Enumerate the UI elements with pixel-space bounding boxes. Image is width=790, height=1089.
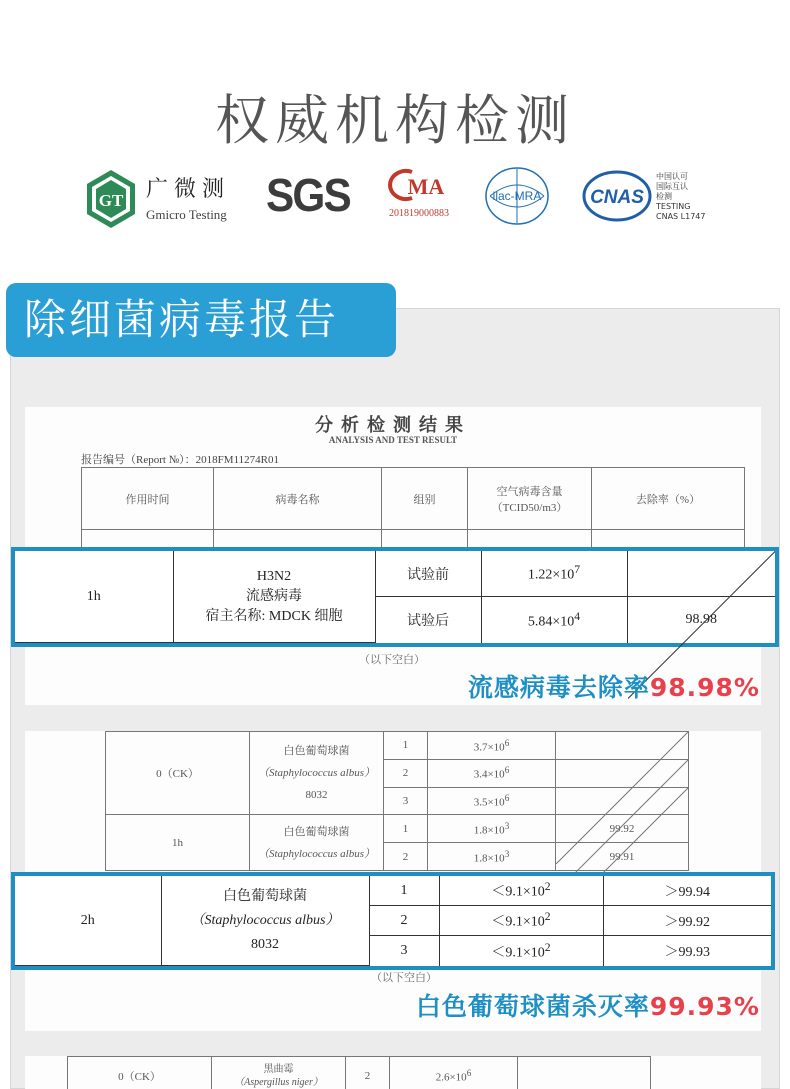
time-cell: 2h	[15, 876, 161, 966]
value-base: 3.4×10	[473, 769, 505, 782]
bacteria-cn: 白色葡萄球菌	[223, 888, 307, 904]
bacteria-cn: 白色葡萄球菌	[283, 745, 350, 758]
rate-cell: ＞99.93	[603, 936, 771, 966]
h1-time-cell: 1h	[106, 815, 250, 871]
cma-logo	[382, 168, 456, 219]
rate-cell-empty	[627, 551, 775, 597]
rate-cell-empty	[556, 787, 689, 815]
bacteria-kill-rate	[416, 987, 760, 1023]
blank-note: （以下空白）	[359, 654, 425, 666]
gmicro-en-name: Gmicro Testing	[146, 207, 227, 222]
value-cell	[439, 906, 603, 936]
value-exponent: 4	[574, 609, 581, 623]
rate-cell-empty	[556, 759, 689, 787]
table-header: 组别	[382, 468, 468, 530]
value-cell	[439, 936, 603, 966]
cnas-caption-line: TESTING	[656, 202, 691, 211]
value-cell	[439, 876, 603, 906]
rate-cell: ＞99.94	[603, 876, 771, 906]
rate-cell: 99.91	[556, 843, 689, 871]
replicate-cell: 3	[384, 787, 428, 815]
value-exponent: 6	[504, 793, 510, 804]
value-base: 3.5×10	[473, 796, 505, 809]
value-cell	[428, 759, 556, 787]
cnas-logo-icon	[582, 168, 652, 224]
value-base: ＜9.1×10	[491, 945, 545, 961]
fungus-cn: 黑曲霉	[263, 1064, 294, 1075]
rate-cell-empty	[556, 732, 689, 760]
value-base: 1.8×10	[473, 824, 505, 837]
bacteria-table-scan	[105, 731, 689, 871]
value-base: 5.84×10	[527, 614, 575, 630]
rate-cell: ＞99.92	[603, 906, 771, 936]
cnas-mark-text: CNAS	[590, 187, 644, 208]
value-exponent: 6	[466, 1068, 472, 1079]
virus-result-table	[15, 551, 775, 643]
ck-time-cell: 0（CK）	[106, 732, 250, 815]
ilac-mra-logo-icon	[484, 166, 550, 226]
value-base: 2.6×10	[435, 1071, 467, 1084]
replicate-cell: 2	[384, 843, 428, 871]
bacteria-name-cell	[250, 732, 384, 815]
value-exponent: 3	[504, 820, 510, 831]
value-cell	[428, 787, 556, 815]
value-exponent: 2	[544, 910, 551, 924]
value-exponent: 6	[504, 765, 510, 776]
value-cell	[390, 1057, 518, 1089]
value-base: ＜9.1×10	[491, 884, 545, 900]
report-subtitle: ANALYSIS AND TEST RESULT	[328, 435, 458, 445]
group-cell: 试验前	[375, 551, 481, 597]
cma-mark-text: MA	[407, 174, 445, 199]
fungus-name-cell	[212, 1057, 346, 1089]
table-header: 病毒名称	[214, 468, 382, 530]
group-cell: 试验后	[375, 597, 481, 643]
cnas-caption-line: 中国认可	[656, 172, 688, 181]
replicate-cell: 1	[369, 876, 439, 906]
value-cell	[428, 732, 556, 760]
replicate-cell: 2	[369, 906, 439, 936]
bacteria-result-highlight	[11, 872, 775, 970]
rate-label: 流感病毒去除率	[467, 673, 650, 702]
rate-value: 98.98%	[649, 673, 760, 702]
value-exponent: 3	[504, 848, 510, 859]
page-title: 权威机构检测	[215, 89, 575, 152]
bacteria-name-cell	[250, 815, 384, 871]
ilac-text: ilac-MRA	[492, 189, 542, 203]
table-header: 去除率（%）	[592, 468, 745, 530]
virus-name-cell	[173, 551, 375, 643]
value-cell	[428, 815, 556, 843]
virus-name-line: H3N2	[256, 568, 292, 584]
rate-label: 白色葡萄球菌杀灭率	[415, 992, 650, 1021]
rate-cell	[518, 1057, 651, 1089]
time-cell: 1h	[15, 551, 173, 643]
virus-result-highlight	[11, 547, 779, 647]
value-exponent: 7	[574, 563, 581, 577]
virus-removal-rate	[468, 668, 760, 704]
cnas-caption	[656, 172, 705, 222]
cnas-caption-line: 国际互认	[656, 182, 688, 191]
fungus-table-scan	[67, 1056, 651, 1089]
cnas-caption-line: CNAS L1747	[656, 212, 706, 221]
replicate-cell: 2	[346, 1057, 390, 1089]
gmicro-badge-text: GT	[98, 191, 124, 210]
value-cell	[481, 551, 627, 597]
fungus-latin: （Aspergillus niger）	[234, 1077, 323, 1088]
value-cell	[481, 597, 627, 643]
bacteria-result-table	[15, 876, 771, 966]
value-exponent: 2	[544, 880, 551, 894]
bacteria-strain: 8032	[305, 789, 328, 802]
replicate-cell: 3	[369, 936, 439, 966]
rate-value: 99.93%	[649, 992, 760, 1021]
replicate-cell: 1	[384, 732, 428, 760]
value-base: 3.7×10	[473, 741, 505, 754]
bacteria-name-cell	[161, 876, 369, 966]
cma-number: 201819000883	[389, 208, 449, 219]
bacteria-cn: 白色葡萄球菌	[283, 825, 350, 838]
sgs-logo: SGS	[266, 169, 350, 221]
ck-time-cell: 0（CK）	[68, 1057, 212, 1089]
gmicro-cn-name: 广微测	[146, 176, 231, 201]
table-header: 空气病毒含量（TCID50/m3）	[468, 468, 592, 530]
section-header: 除细菌病毒报告	[6, 283, 396, 357]
blank-note: （以下空白）	[371, 972, 437, 984]
virus-name-line: 宿主名称: MDCK 细胞	[205, 608, 343, 624]
value-base: 1.22×10	[527, 567, 575, 583]
value-exponent: 2	[544, 940, 551, 954]
value-cell	[428, 843, 556, 871]
rate-cell: 99.92	[556, 815, 689, 843]
report-number: 报告编号（Report №）：2018FM11274R01	[81, 454, 280, 466]
bacteria-latin: （Staphylococcus albus）	[190, 912, 340, 928]
value-base: 1.8×10	[473, 852, 505, 865]
rate-cell: 98.98	[627, 597, 775, 643]
cma-mark-icon	[382, 168, 456, 202]
gmicro-logo-icon	[85, 168, 137, 230]
replicate-cell: 1	[384, 815, 428, 843]
table-header: 作用时间	[82, 468, 214, 530]
bacteria-latin: （Staphylococcus albus）	[257, 767, 375, 780]
cnas-caption-line: 检测	[656, 192, 672, 201]
value-exponent: 6	[504, 737, 510, 748]
report-scan-fungus	[25, 1056, 761, 1089]
report-title: 分析检测结果	[315, 415, 471, 435]
bacteria-strain: 8032	[251, 936, 279, 952]
value-base: ＜9.1×10	[491, 915, 545, 931]
gmicro-wordmark	[146, 172, 230, 223]
bacteria-latin: （Staphylococcus albus）	[257, 847, 375, 860]
certification-logos	[0, 160, 790, 235]
replicate-cell: 2	[384, 759, 428, 787]
virus-name-line: 流感病毒	[246, 588, 302, 604]
